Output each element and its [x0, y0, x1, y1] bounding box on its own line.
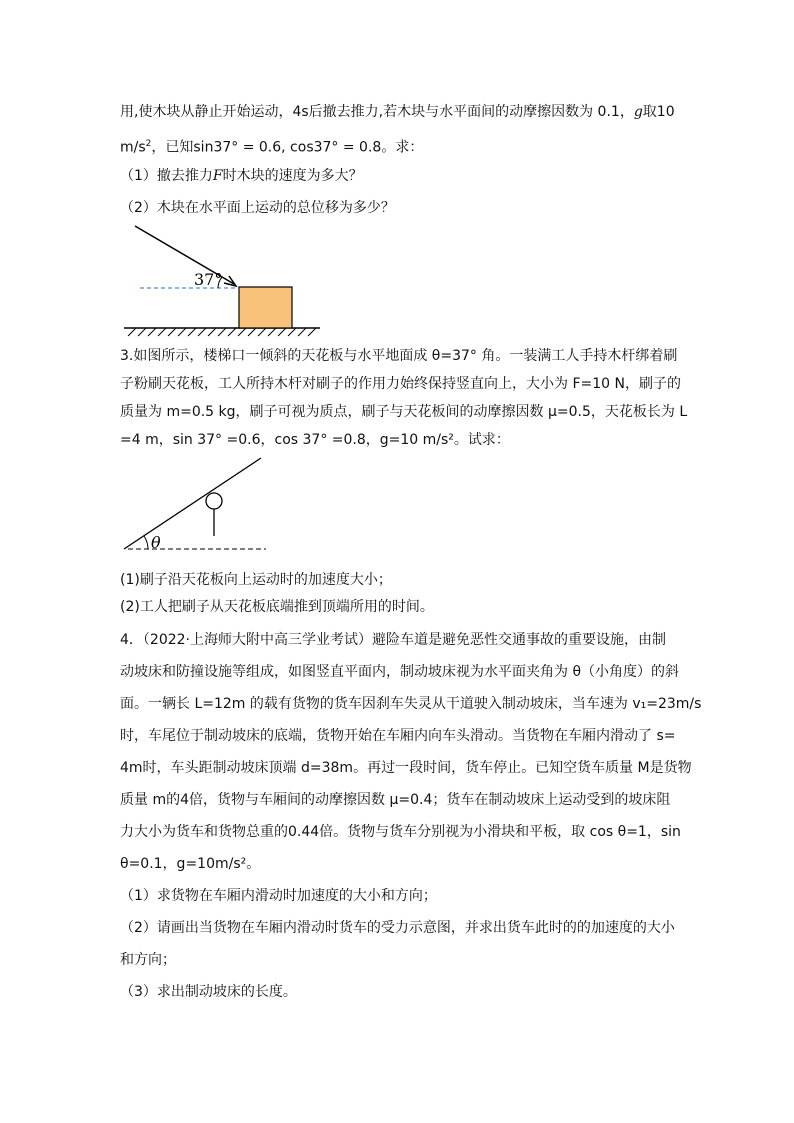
angle-label: 37°: [194, 270, 223, 289]
brush-circle: [206, 493, 222, 509]
problem2-question-1: （1）撤去推力F时木块的速度为多大？: [120, 168, 363, 184]
ceiling-brush-figure: [118, 452, 278, 556]
theta-label: θ: [151, 533, 161, 552]
problem4-question-3: （3）求出制动坡床的长度。: [120, 984, 297, 1000]
problem4-line7: 力大小为货车和货物总重的0.44倍。货物与货车分别视为小滑块和平板，取 cos θ=1，sin: [120, 824, 681, 840]
problem4-line4: 时，车尾位于制动坡床的底端，货物开始在车厢内向车头滑动。当货物在车厢内滑动了 s=: [120, 728, 676, 744]
problem4-line8: θ=0.1，g=10m/s²。: [120, 856, 261, 872]
problem3-question-1: (1)刷子沿天花板向上运动时的加速度大小；: [120, 572, 392, 588]
problem4-line1: 4．（2022·上海师大附中高三学业考试）避险车道是避免恶性交通事故的重要设施，由制: [120, 632, 666, 648]
ceiling-incline: [124, 458, 261, 549]
problem3-question-2: (2)工人把刷子从天花板底端推到顶端所用的时间。: [120, 599, 434, 615]
problem4-question-2b: 和方向；: [120, 952, 176, 968]
problem4-question-2a: （2）请画出当货物在车厢内滑动时货车的受力示意图，并求出货车此时的的加速度的大小: [120, 920, 675, 936]
problem3-line2: 子粉刷天花板，工人所持木杆对刷子的作用力始终保持竖直向上，大小为 F=10 N，刷子的: [120, 376, 681, 392]
wooden-block: [239, 287, 292, 328]
problem2-line2: $m/s^2$，已知sin37° = 0.6, cos37° = 0.8。求：: [120, 139, 424, 156]
block-push-figure: [110, 222, 340, 340]
problem2-question-2: （2）木块在水平面上运动的总位移为多少？: [120, 200, 395, 216]
theta-arc: [144, 536, 148, 549]
problem4-line3: 面。一辆长 L=12m 的载有货物的货车因刹车失灵从干道驶入制动坡床，当车速为 v₁=23m/s: [120, 696, 702, 712]
problem4-line6: 质量 m的4倍，货物与车厢间的动摩擦因数 μ=0.4；货车在制动坡床上运动受到的坡床阻: [120, 792, 671, 808]
problem4-line5: 4m时，车头距制动坡床顶端 d=38m。再过一段时间，货车停止。已知空货车质量 M是货物: [120, 760, 692, 776]
problem2-line1: 用,使木块从静止开始运动，4s后撤去推力,若木块与水平面间的动摩擦因数为 0.1，g取10: [120, 104, 675, 120]
problem4-line2: 动坡床和防撞设施等组成，如图竖直平面内，制动坡床视为水平面夹角为 θ（小角度）的斜: [120, 664, 680, 680]
problem3-line1: 3.如图所示，楼梯口一倾斜的天花板与水平地面成 θ=37° 角。一装满工人手持木杆绑着刷: [120, 348, 678, 364]
problem4-question-1: （1）求货物在车厢内滑动时加速度的大小和方向；: [120, 888, 437, 904]
ground-hatching: [128, 328, 316, 336]
problem3-line3: 质量为 m=0.5 kg，刷子可视为质点，刷子与天花板间的动摩擦因数 μ=0.5，天花板长为 L: [120, 404, 688, 420]
problem3-line4: =4 m，sin 37° =0.6，cos 37° =0.8，g=10 m/s²。试求：: [120, 432, 510, 448]
